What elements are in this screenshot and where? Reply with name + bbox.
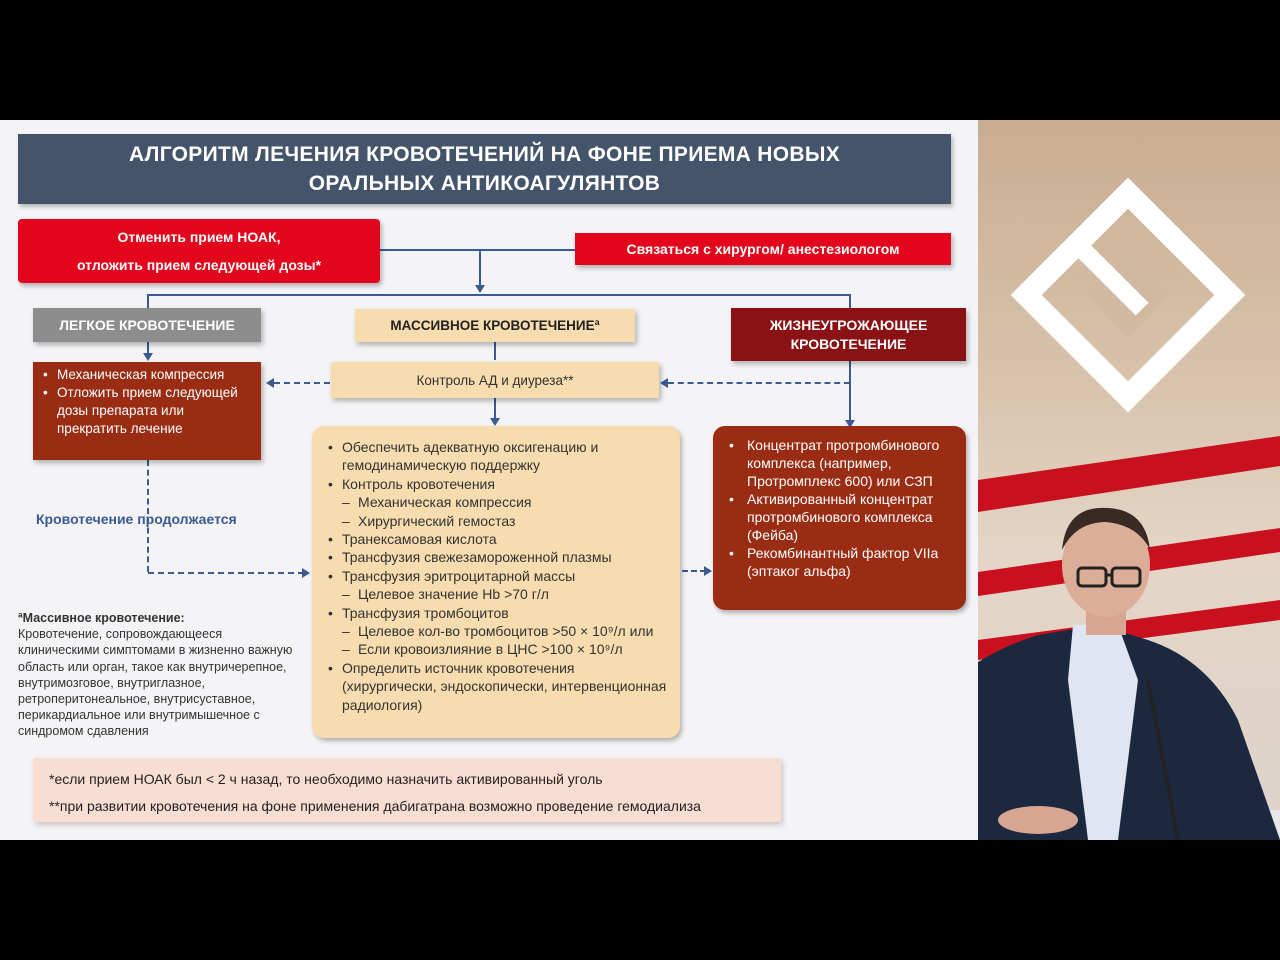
connector-line <box>480 249 575 251</box>
threat-item: • Рекомбинантный фактор VIIa (эптаког альфа) <box>727 544 956 580</box>
threat-item: • Активированный концентрат протромбинового комплекса (Фейба) <box>727 490 956 544</box>
massive-bleeding-actions <box>312 426 680 738</box>
massive-item: • Контроль кровотечения <box>326 475 668 493</box>
bleeding-continues-label: Кровотечение продолжается <box>36 511 237 527</box>
massive-subitem: – Целевое значение Hb >70 г/л <box>326 585 668 603</box>
logo-icon <box>1026 193 1230 397</box>
connector-line <box>849 294 851 308</box>
bp-control-label: Контроль АД и диуреза** <box>416 372 574 388</box>
note-text: Кровотечение, сопровождающееся клиническими симптомами в жизненно важную область или орган, такое как внутричерепное, внутримозговое, внутриглазное, ретроперитонеальное, внутрисуставное, перикардиальное или внутримышечное с синдромом сдавления <box>18 627 293 739</box>
title-line-1: АЛГОРИТМ ЛЕЧЕНИЯ КРОВОТЕЧЕНИЙ НА ФОНЕ ПРИЕМА НОВЫХ <box>128 143 841 166</box>
connector-line <box>148 294 850 296</box>
title-line-2: ОРАЛЬНЫХ АНТИКОАГУЛЯНТОВ <box>308 172 661 195</box>
note-title: ªМассивное кровотечение: <box>18 611 185 625</box>
massive-bleeding-note <box>18 610 298 740</box>
massive-item: • Обеспечить адекватную оксигенацию и гемодинамическую поддержку <box>326 438 668 475</box>
massive-item: • Транексамовая кислота <box>326 530 668 548</box>
dashed-line <box>148 572 304 574</box>
contact-surgeon-label: Связаться с хирургом/ анестезиологом <box>626 241 900 257</box>
light-action-item: • Отложить прием следующей дозы препарата или прекратить лечение <box>41 384 253 438</box>
arrow-down <box>143 353 153 361</box>
connector-line <box>494 342 496 360</box>
arrow-right <box>704 566 712 576</box>
footnotes-box <box>33 758 781 822</box>
massive-bleeding-label: МАССИВНОЕ КРОВОТЕЧЕНИЕª <box>390 318 600 333</box>
arrow-right <box>302 568 310 578</box>
arrow-left <box>266 378 274 388</box>
presentation-slide <box>0 120 978 840</box>
arrow-down <box>475 285 485 293</box>
arrow-left <box>660 378 668 388</box>
slide-title <box>18 134 951 204</box>
massive-bleeding-box <box>355 309 635 342</box>
dashed-line <box>668 382 850 384</box>
massive-item: • Трансфузия эритроцитарной массы <box>326 567 668 585</box>
contact-surgeon-box <box>575 233 951 265</box>
connector-line <box>147 294 149 308</box>
light-action-item: • Механическая компрессия <box>41 366 253 384</box>
dashed-line <box>274 382 330 384</box>
cancel-noac-box <box>18 219 380 283</box>
arrow-down <box>490 418 500 426</box>
light-bleeding-label: ЛЕГКОЕ КРОВОТЕЧЕНИЕ <box>59 317 235 333</box>
massive-subitem: – Хирургический гемостаз <box>326 512 668 530</box>
footnote-1: *если прием НОАК был < 2 ч назад, то необходимо назначить активированный уголь <box>49 771 603 787</box>
connector-line <box>849 361 851 423</box>
dashed-line <box>682 570 706 572</box>
life-threat-line-2: КРОВОТЕЧЕНИЕ <box>790 335 907 352</box>
speaker-camera-feed <box>978 120 1280 840</box>
connector-line <box>479 250 481 290</box>
connector-line <box>494 398 496 420</box>
massive-subitem: – Если кровоизлияние в ЦНС >100 × 10⁹/л <box>326 640 668 658</box>
speaker-video-image <box>978 120 1280 840</box>
massive-subitem: – Целевое кол-во тромбоцитов >50 × 10⁹/л или <box>326 622 668 640</box>
cancel-line-1: Отменить прием НОАК, <box>117 229 281 245</box>
light-bleeding-box <box>33 308 261 342</box>
connector-line <box>380 249 480 251</box>
massive-item: • Трансфузия тромбоцитов <box>326 604 668 622</box>
bp-control-box <box>331 362 659 398</box>
light-bleeding-actions <box>33 362 261 460</box>
massive-subitem: – Механическая компрессия <box>326 493 668 511</box>
massive-item: • Определить источник кровотечения (хирургически, эндоскопически, интервенционная радиология) <box>326 659 668 714</box>
life-threat-line-1: ЖИЗНЕУГРОЖАЮЩЕЕ <box>769 316 928 333</box>
video-frame <box>0 120 1280 840</box>
threat-item: • Концентрат протромбинового комплекса (например, Протромплекс 600) или СЗП <box>727 436 956 490</box>
footnote-2: **при развитии кровотечения на фоне применения дабигатрана возможно проведение гемодиализа <box>49 798 701 814</box>
life-threatening-box <box>731 308 966 361</box>
massive-item: • Трансфузия свежезамороженной плазмы <box>326 548 668 566</box>
cancel-line-2: отложить прием следующей дозы* <box>76 257 322 273</box>
life-threatening-actions <box>713 426 966 610</box>
